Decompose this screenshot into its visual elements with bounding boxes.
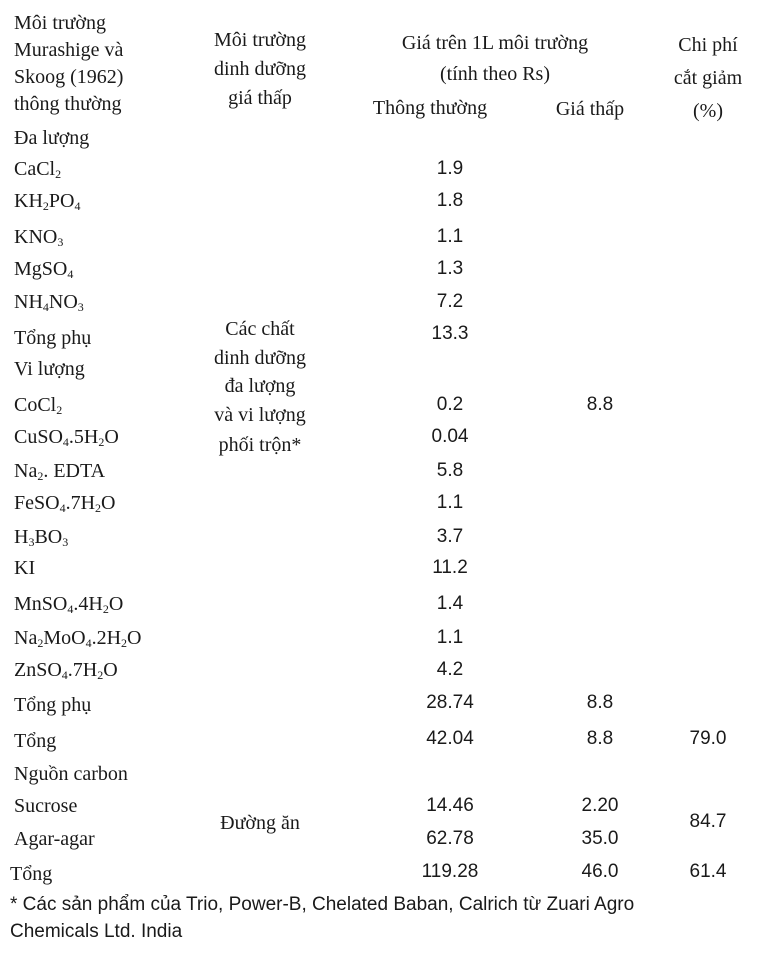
chem-label: CoCl$_2$: [14, 394, 63, 417]
micro-subtotal-label: Tổng phụ: [14, 694, 92, 716]
carbon-cost-cut: 84.7: [689, 811, 727, 832]
formula-subscript: 3: [28, 535, 35, 549]
price-normal: 11.2: [432, 557, 468, 578]
mixed-label-line: Các chất: [225, 318, 295, 340]
grand-total-label: Tổng: [10, 863, 53, 885]
formula-subscript: 3: [57, 235, 64, 249]
chem-label: MgSO$_4$: [14, 258, 74, 281]
formula-subscript: 2: [37, 469, 44, 483]
mixed-price-low: 8.8: [586, 394, 614, 415]
header-col4-line: (%): [693, 100, 723, 122]
formula-subscript: 2: [55, 167, 62, 181]
chem-label: $FeSO_4.7H_2O$: [14, 492, 116, 515]
carbon-normal: 62.78: [426, 828, 474, 849]
header-col4-line: cắt giảm: [673, 67, 743, 89]
formula-subscript: 4: [61, 668, 68, 682]
chem-label: $KNO_3$: [14, 226, 64, 249]
header-price-unit: (tính theo Rs): [440, 63, 550, 85]
formula-subscript: 2: [56, 403, 63, 417]
carbon-low: 2.20: [581, 795, 619, 816]
chem-label: $MnSO_4.4H_2O$: [14, 593, 124, 616]
grand-total-cost-cut: 61.4: [689, 861, 727, 882]
total-cost-cut: 79.0: [689, 728, 727, 749]
price-normal: 7.2: [436, 291, 464, 312]
mixed-label-line: phối trộn*: [218, 434, 302, 456]
carbon-normal: 14.46: [426, 795, 474, 816]
formula-subscript: 2: [102, 602, 109, 616]
formula-subscript: 2: [121, 636, 128, 650]
total-normal: 42.04: [426, 728, 474, 749]
formula-subscript: 4: [42, 300, 49, 314]
chem-label: CaCl$_2$: [14, 158, 62, 181]
chem-label: KI: [14, 557, 36, 579]
header-col1-line: Môi trường: [14, 12, 106, 34]
price-normal: 1.3: [436, 258, 464, 279]
grand-total-low: 46.0: [581, 861, 619, 882]
header-col2-line: giá thấp: [228, 87, 292, 109]
formula-subscript: 4: [67, 267, 74, 281]
price-normal: 1.4: [436, 593, 464, 614]
micro-subtotal-low: 8.8: [586, 692, 614, 713]
formula-subscript: 4: [62, 435, 69, 449]
formula-subscript: 3: [62, 535, 69, 549]
mixed-label-line: và vi lượng: [214, 404, 306, 426]
footnote-line: * Các sản phẩm của Trio, Power-B, Chelated Baban, Calrich từ Zuari Agro: [10, 894, 635, 915]
section-macro: Đa lượng: [14, 127, 90, 149]
formula-subscript: 4: [74, 199, 81, 213]
chem-label: $Na_2$. EDTA: [14, 460, 106, 483]
price-normal: 1.8: [436, 190, 464, 211]
chem-label: $KH_2PO_4$: [14, 190, 81, 213]
header-col4-line: Chi phí: [678, 34, 738, 56]
chem-label: $NH_4NO_3$: [14, 291, 84, 314]
price-normal: 5.8: [436, 460, 464, 481]
chem-label: $CuSO_4.5H_2O$: [14, 426, 119, 449]
header-price-normal: Thông thường: [372, 97, 488, 119]
formula-subscript: 3: [77, 300, 84, 314]
price-normal: 1.1: [436, 226, 464, 247]
formula-subscript: 2: [97, 668, 104, 682]
mixed-label-line: dinh dưỡng: [214, 347, 306, 369]
formula-subscript: 4: [67, 602, 74, 616]
header-price-low: Giá thấp: [555, 98, 625, 120]
formula-subscript: 2: [98, 435, 105, 449]
micro-subtotal-normal: 28.74: [426, 692, 474, 713]
price-normal: 1.1: [436, 627, 464, 648]
header-col2-line: dinh dưỡng: [214, 58, 306, 80]
grand-total-normal: 119.28: [421, 861, 479, 882]
formula-subscript: 4: [59, 501, 66, 515]
formula-subscript: 2: [42, 199, 49, 213]
section-micro: Vi lượng: [14, 358, 85, 380]
carbon-low: 35.0: [581, 828, 619, 849]
macro-subtotal-label: Tổng phụ: [14, 327, 92, 349]
footnote-line: Chemicals Ltd. India: [10, 921, 183, 942]
macro-subtotal-normal: 13.3: [431, 323, 469, 344]
mixed-label-line: đa lượng: [224, 375, 296, 397]
total-low: 8.8: [586, 728, 614, 749]
formula-subscript: 2: [37, 636, 44, 650]
price-normal: 1.1: [436, 492, 464, 513]
header-col1-line: Skoog (1962): [14, 66, 124, 88]
header-price-title: Giá trên 1L môi trường: [401, 32, 589, 54]
header-col1-line: thông thường: [14, 93, 122, 115]
price-normal: 1.9: [436, 158, 464, 179]
price-normal: 0.2: [436, 394, 464, 415]
total-label: Tổng: [14, 730, 57, 752]
chem-label: $Na_2MoO_4.2H_2O$: [14, 627, 142, 650]
price-normal: 4.2: [436, 659, 464, 680]
carbon-alt-label: Đường ăn: [220, 812, 300, 834]
header-col2-line: Môi trường: [214, 29, 306, 51]
carbon-label: Sucrose: [14, 795, 78, 817]
header-col1-line: Murashige và: [14, 39, 124, 61]
formula-subscript: 2: [95, 501, 102, 515]
carbon-label: Agar-agar: [14, 828, 95, 850]
section-carbon: Nguồn carbon: [14, 763, 128, 785]
chem-label: $H_3BO_3$: [14, 526, 69, 549]
price-normal: 0.04: [431, 426, 469, 447]
formula-subscript: 4: [85, 636, 92, 650]
price-normal: 3.7: [436, 526, 464, 547]
chem-label: $ZnSO_4.7H_2O$: [14, 659, 118, 682]
